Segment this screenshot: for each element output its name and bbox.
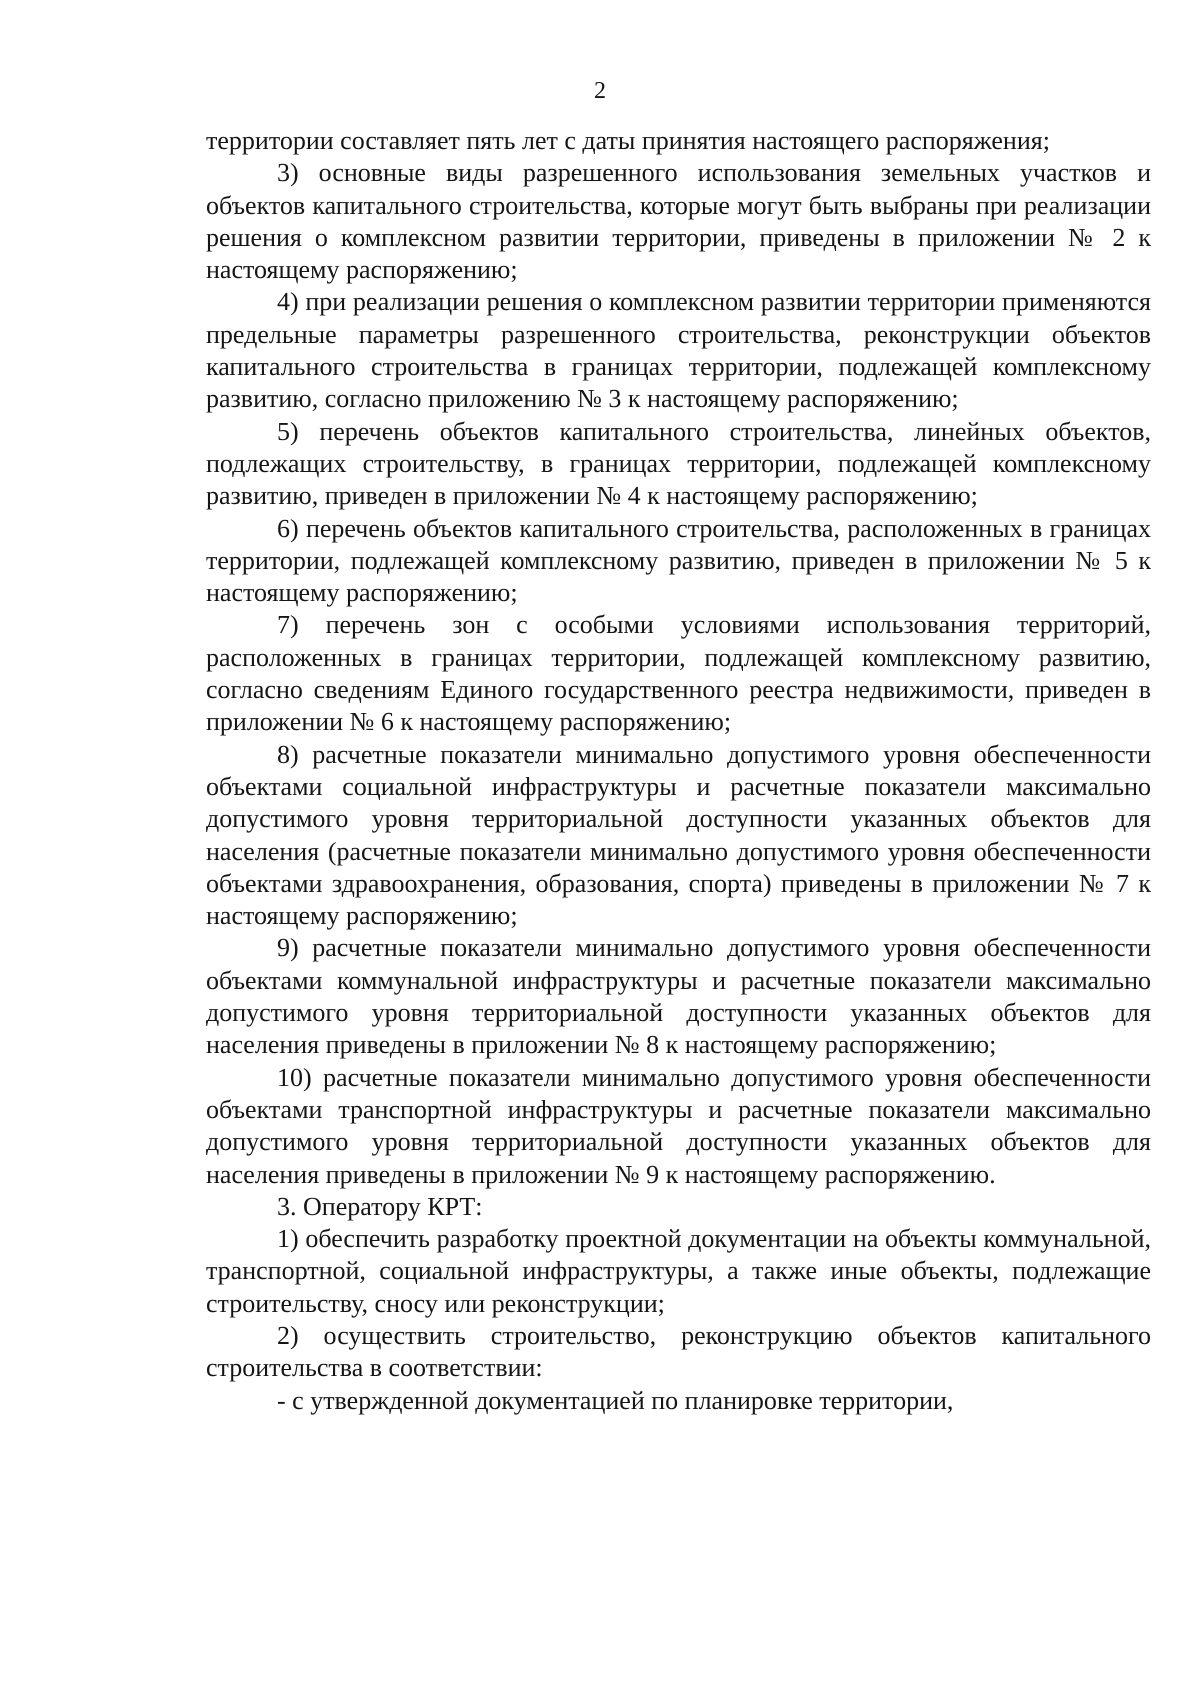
page-number: 2 [594,78,606,104]
paragraph-item-9: 9) расчетные показатели минимально допустимого уровня обеспеченности объектами коммунальной инфраструктуры и расчетные показатели максимально допустимого уровня территориальной доступности указанных объектов для населения приведены в приложении № 8 к настоящему распоряжению; [206,933,1151,1060]
section-heading-operator: 3. Оператору КРТ: [277,1191,483,1221]
document-body [206,125,1151,1417]
paragraph-dash-item: - с утвержденной документацией по планировке территории, [277,1385,954,1415]
paragraph-item-10: 10) расчетные показатели минимально допустимого уровня обеспеченности объектами транспортной инфраструктуры и расчетные показатели максимально допустимого уровня территориальной доступности указанных объектов для населения приведены в приложении № 9 к настоящему распоряжению. [206,1062,1151,1189]
paragraph-item-5: 5) перечень объектов капитального строительства, линейных объектов, подлежащих строительству, в границах территории, подлежащей комплексному развитию, приведен в приложении № 4 к настоящему распоряжению; [206,416,1151,511]
paragraph-item-7: 7) перечень зон с особыми условиями использования территорий, расположенных в границах территории, подлежащей комплексному развитию, согласно сведениям Единого государственного реестра недвижимости, приведен в приложении № 6 к настоящему распоряжению; [206,610,1151,737]
paragraph-item-8: 8) расчетные показатели минимально допустимого уровня обеспеченности объектами социальной инфраструктуры и расчетные показатели максимально допустимого уровня территориальной доступности указанных объектов для населения (расчетные показатели минимально допустимого уровня обеспеченности объектами здравоохранения, образования, спорта) приведены в приложении № 7 к настоящему распоряжению; [206,739,1151,931]
paragraph-item-3: 3) основные виды разрешенного использования земельных участков и объектов капитального строительства, которые могут быть выбраны при реализации решения о комплексном развитии территории, приведены в приложении № 2 к настоящему распоряжению; [206,158,1151,285]
paragraph-subitem-2: 2) осуществить строительство, реконструкцию объектов капитального строительства в соответствии: [206,1320,1151,1383]
paragraph-subitem-1: 1) обеспечить разработку проектной документации на объекты коммунальной, транспортной, социальной инфраструктуры, а также иные объекты, подлежащие строительству, сносу или реконструкции; [206,1224,1151,1318]
paragraph-item-6: 6) перечень объектов капитального строительства, расположенных в границах территории, подлежащей комплексному развитию, приведен в приложении № 5 к настоящему распоряжению; [206,513,1151,608]
paragraph-item-4: 4) при реализации решения о комплексном развитии территории применяются предельные параметры разрешенного строительства, реконструкции объектов капитального строительства в границах территории, подлежащей комплексному развитию, согласно приложению № 3 к настоящему распоряжению; [206,287,1151,414]
paragraph-continuation: территории составляет пять лет с даты принятия настоящего распоряжения; [206,126,1050,155]
